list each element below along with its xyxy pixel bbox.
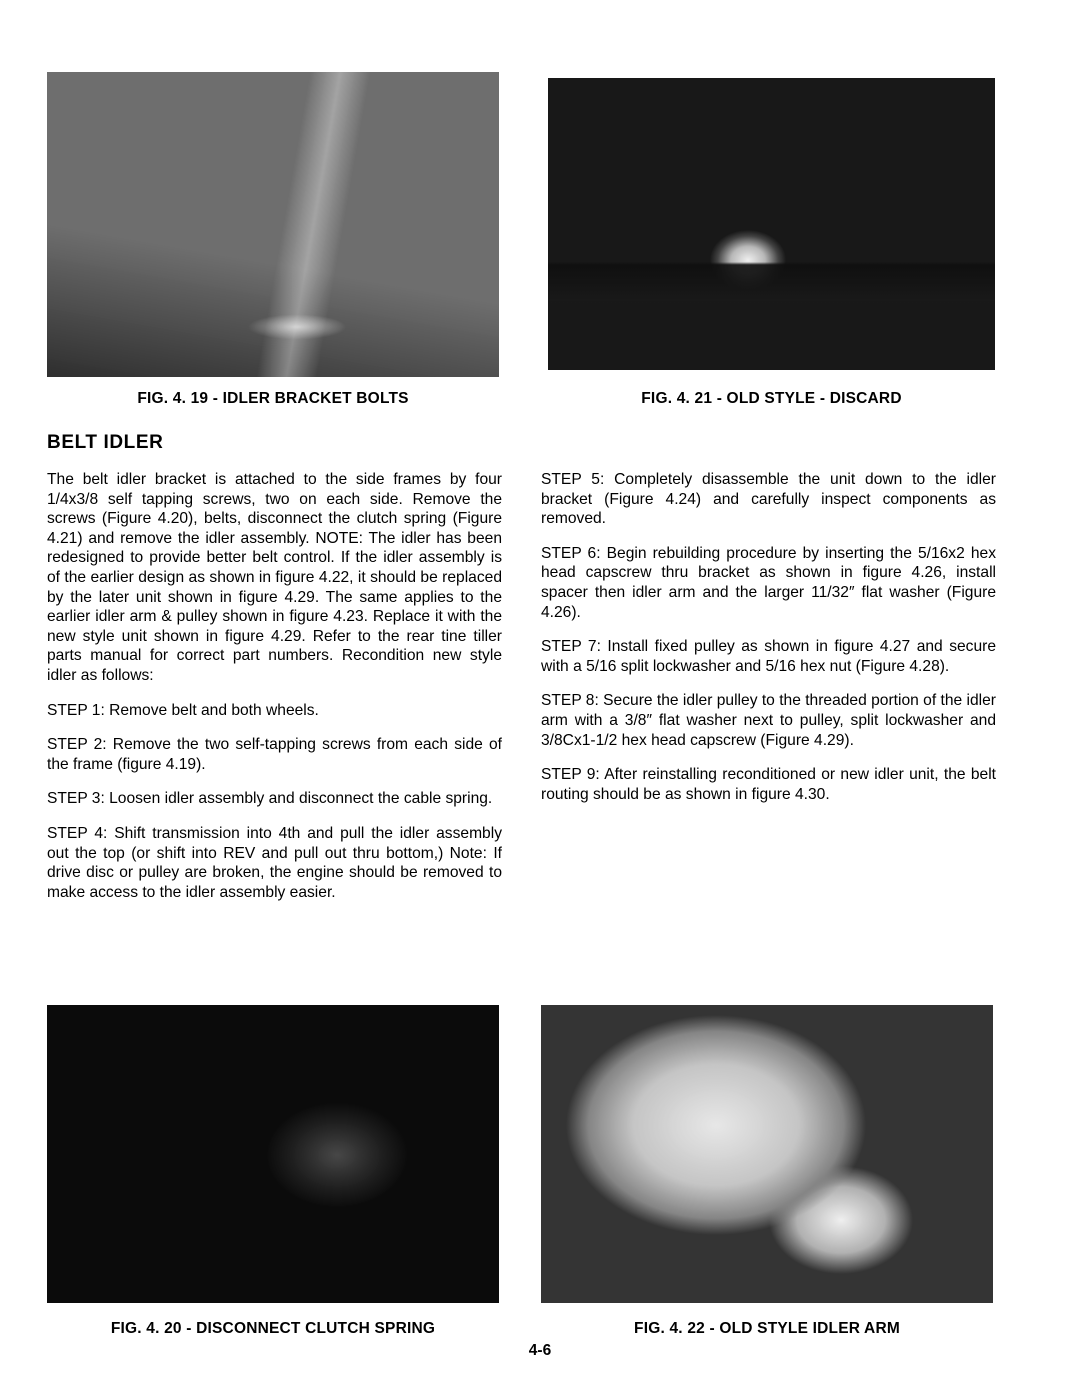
- left-text-column: [47, 470, 502, 902]
- photo-old-style-discard: [548, 78, 995, 370]
- figure-image-old-style-discard: [548, 78, 995, 370]
- paragraph: STEP 1: Remove belt and both wheels.: [47, 701, 319, 719]
- photo-old-style-idler-arm: [541, 1005, 993, 1303]
- figure-image-idler-bracket-bolts: [47, 72, 499, 377]
- section-title-belt-idler: BELT IDLER: [47, 432, 164, 453]
- paragraph: STEP 5: Completely disassemble the unit down to the idler bracket (Figure 4.24) and carefully inspect components as removed.: [541, 471, 996, 528]
- page-number: 4-6: [528, 1342, 552, 1359]
- photo-disconnect-clutch-spring: [47, 1005, 499, 1303]
- paragraph: STEP 3: Loosen idler assembly and disconnect the cable spring.: [47, 790, 493, 808]
- right-text-column: [541, 470, 996, 804]
- photo-idler-bracket-bolts: [47, 72, 499, 377]
- paragraph: STEP 4: Shift transmission into 4th and pull the idler assembly out the top (or shift into REV and pull out thru bottom,) Note: If drive disc or pulley are broken, the engine should be removed to make access to the idler assembly easier.: [47, 824, 502, 901]
- figure-caption-4-20: FIG. 4. 20 - DISCONNECT CLUTCH SPRING: [110, 1320, 436, 1337]
- figure-caption-4-19: FIG. 4. 19 - IDLER BRACKET BOLTS: [137, 390, 409, 407]
- paragraph: STEP 7: Install fixed pulley as shown in figure 4.27 and secure with a 5/16 split lockwasher and 5/16 hex nut (Figure 4.28).: [541, 638, 996, 675]
- figure-image-disconnect-clutch-spring: [47, 1005, 499, 1303]
- figure-caption-4-22: FIG. 4. 22 - OLD STYLE IDLER ARM: [634, 1320, 900, 1337]
- figure-image-old-style-idler-arm: [541, 1005, 993, 1303]
- paragraph: The belt idler bracket is attached to the side frames by four 1/4x3/8 self tapping screws, two on each side. Remove the screws (Figure 4.20), belts, disconnect the clutch spring (Figure 4.21) and remove the idler assembly. NOTE: The idler has been redesigned to provide better belt control. If the idler assembly is of the earlier design as shown in figure 4.22, it should be replaced by the later unit shown in figure 4.29. The same applies to the earlier idler arm & pulley shown in figure 4.23. Replace it with the new style unit shown in figure 4.29. Refer to the rear tine tiller parts manual for correct part numbers. Recondition new style idler as follows:: [47, 471, 502, 684]
- paragraph: STEP 8: Secure the idler pulley to the threaded portion of the idler arm with a 3/8″ flat washer next to pulley, split lockwasher and 3/8Cx1-1/2 hex head capscrew (Figure 4.29).: [541, 692, 996, 749]
- paragraph: STEP 9: After reinstalling reconditioned or new idler unit, the belt routing should be as shown in figure 4.30.: [541, 766, 996, 803]
- figure-caption-4-21: FIG. 4. 21 - OLD STYLE - DISCARD: [641, 390, 902, 407]
- paragraph: STEP 2: Remove the two self-tapping screws from each side of the frame (figure 4.19).: [47, 736, 502, 773]
- paragraph: STEP 6: Begin rebuilding procedure by inserting the 5/16x2 hex head capscrew thru bracket as shown in figure 4.26, install spacer then idler arm and the larger 11/32″ flat washer (Figure 4.26).: [541, 544, 996, 621]
